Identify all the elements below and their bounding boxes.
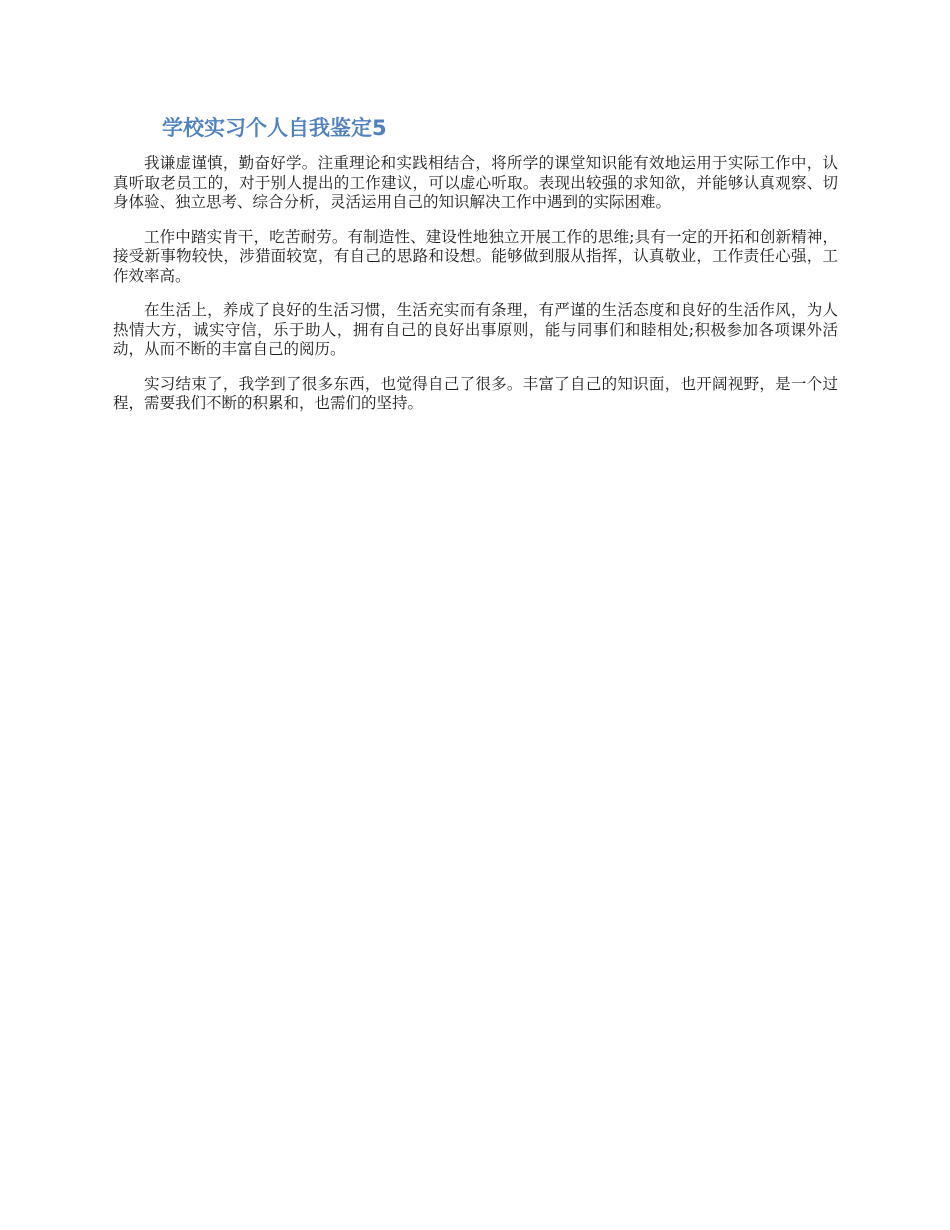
paragraph-3: 在生活上，养成了良好的生活习惯，生活充实而有条理，有严谨的生活态度和良好的生活作风，为人热情大方，诚实守信，乐于助人，拥有自己的良好出事原则，能与同事们和睦相处;积极参加各项课外活动，从而不断的丰富自己的阅历。 bbox=[113, 301, 838, 358]
document-body bbox=[113, 154, 838, 429]
paragraph-1: 我谦虚谨慎，勤奋好学。注重理论和实践相结合，将所学的课堂知识能有效地运用于实际工作中，认真听取老员工的，对于别人提出的工作建议，可以虚心听取。表现出较强的求知欲，并能够认真观察、切身体验、独立思考、综合分析，灵活运用自己的知识解决工作中遇到的实际困难。 bbox=[113, 154, 838, 211]
document-title: 学校实习个人自我鉴定5 bbox=[162, 116, 387, 140]
paragraph-4: 实习结束了，我学到了很多东西，也觉得自己了很多。丰富了自己的知识面，也开阔视野，是一个过程，需要我们不断的积累和，也需们的坚持。 bbox=[113, 374, 838, 412]
paragraph-2: 工作中踏实肯干，吃苦耐劳。有制造性、建设性地独立开展工作的思维;具有一定的开拓和创新精神，接受新事物较快，涉猎面较宽，有自己的思路和设想。能够做到服从指挥，认真敬业，工作责任心强，工作效率高。 bbox=[113, 227, 838, 285]
